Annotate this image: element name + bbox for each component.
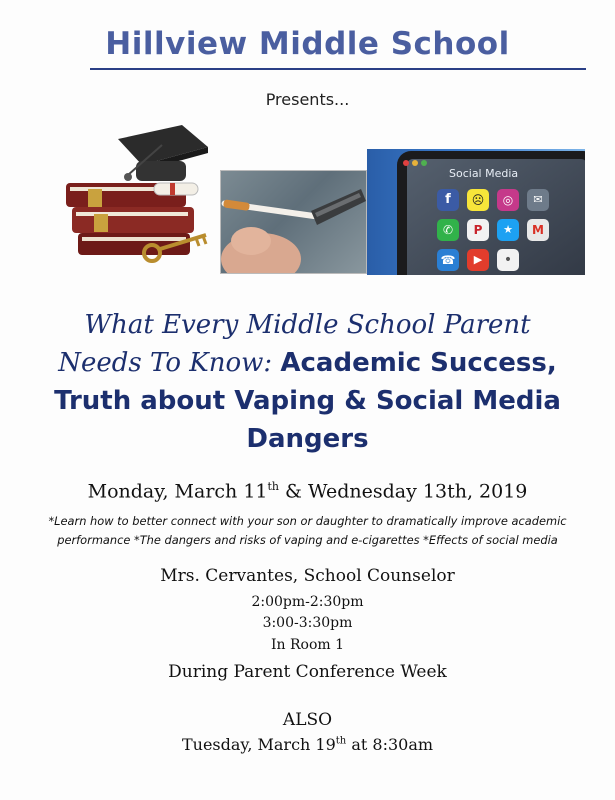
app-icon-pinterest: P [473,223,483,237]
headline-line-2-italic: Needs To Know: [58,348,273,378]
app-icon-skype: ☎ [440,253,456,267]
description-line-1: *Learn how to better connect with your son or daughter to dramatically improve academic [48,514,567,528]
smartphone-social-media-icon [367,149,585,275]
dates-part-2: & Wednesday 13th, 2019 [279,480,528,503]
additional-date [0,735,615,754]
title-underline [90,68,586,70]
dates-sup: th [267,480,280,493]
presents-text: Presents... [265,90,350,109]
app-icon-gmail: M [532,223,544,237]
hand-holding-vape-icon [220,170,367,274]
graduation-cap-books-icon [58,117,218,275]
app-icon-youtube: ▶ [473,253,483,266]
dates-part-1: Monday, March 11 [87,480,268,503]
also-label: ALSO [282,710,333,730]
headline-line-2-bold: Academic Success, [280,348,557,378]
headline-line-1: What Every Middle School Parent [84,310,531,340]
tuesday-part-1: Tuesday, March 19 [181,735,336,754]
app-icon-other: • [503,252,513,268]
room-location: In Room 1 [270,637,345,653]
app-icon-snapchat: ☹ [471,193,485,207]
headline [20,306,595,458]
app-icon-whatsapp: ✆ [442,223,454,237]
headline-line-3: Truth about Vaping & Social Media [54,386,561,416]
app-icon-twitter: ★ [503,223,513,236]
tuesday-sup: th [335,735,347,747]
event-dates [0,480,615,502]
phone-screen-label: Social Media [449,167,519,180]
event-description [30,512,585,550]
conference-week: During Parent Conference Week [168,662,447,682]
session-time-2: 3:00-3:30pm [262,615,353,631]
app-icon-instagram: ◎ [502,193,514,207]
school-title: Hillview Middle School [105,26,510,62]
tuesday-part-2: at 8:30am [346,735,434,754]
headline-line-4: Dangers [246,424,369,454]
session-time-1: 2:00pm-2:30pm [251,594,364,610]
description-line-2: performance *The dangers and risks of vaping and e-cigarettes *Effects of social media [57,533,558,547]
app-icon-facebook: f [445,192,451,207]
app-icon-messages: ✉ [533,193,543,206]
presenter-name: Mrs. Cervantes, School Counselor [160,566,455,586]
